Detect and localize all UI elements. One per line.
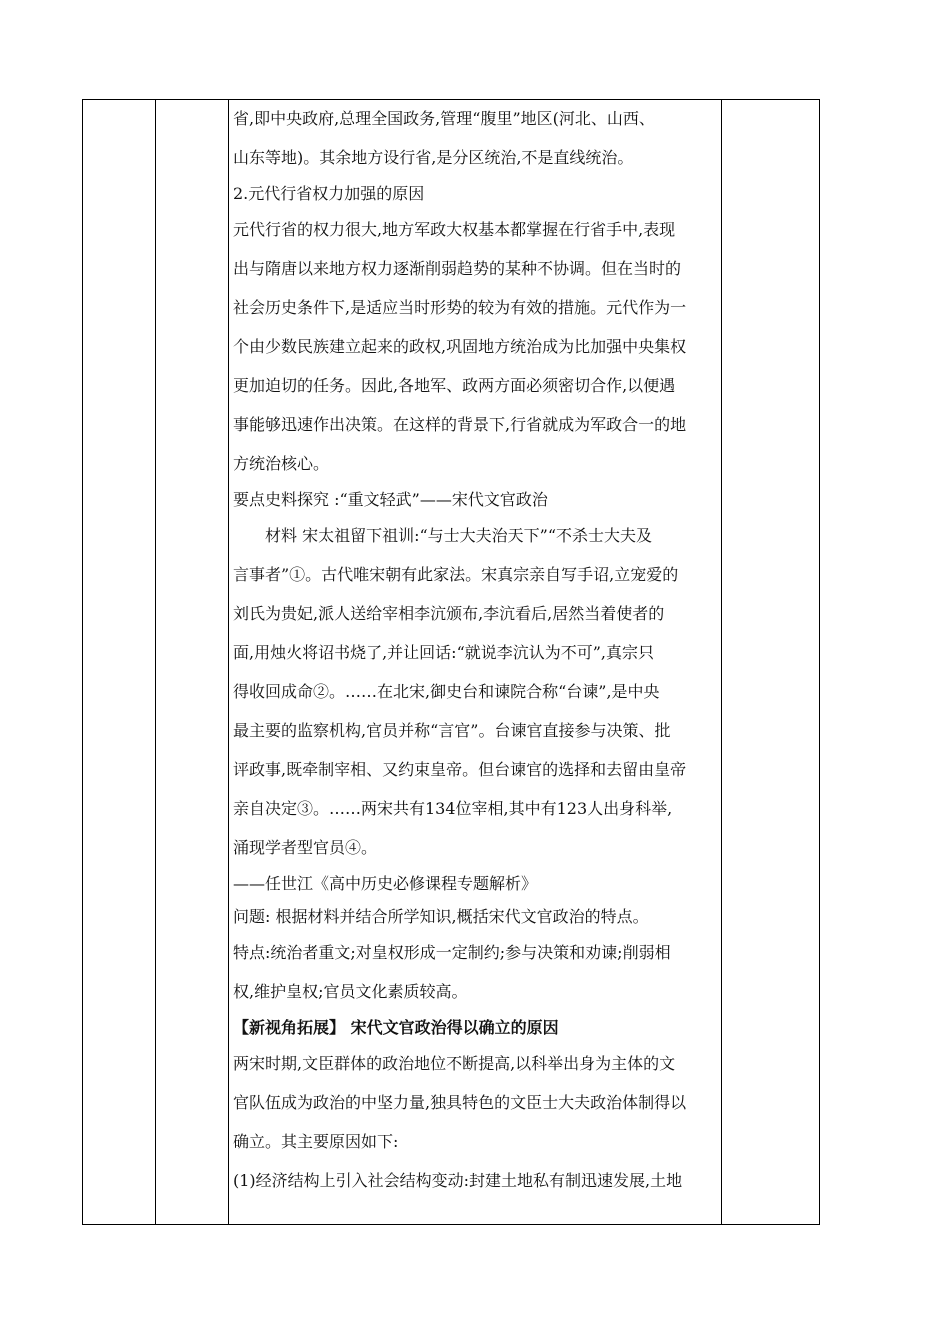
para1-line-2: 山东等地)。其余地方设行省,是分区统治,不是直线统治。 bbox=[233, 148, 634, 167]
column-divider-1 bbox=[155, 100, 156, 1224]
content-cell bbox=[233, 99, 717, 1200]
para2-line-7: 方统治核心。 bbox=[233, 454, 330, 473]
item-1: (1)经济结构上引入社会结构变动:封建土地私有制迅速发展,土地 bbox=[233, 1171, 683, 1190]
heading-2: 2.元代行省权力加强的原因 bbox=[233, 184, 425, 203]
material-line-5: 得收回成命②。……在北宋,御史台和谏院合称“台谏”,是中央 bbox=[233, 682, 660, 701]
para2-line-1: 元代行省的权力很大,地方军政大权基本都掌握在行省手中,表现 bbox=[233, 220, 676, 239]
expand-line-2: 官队伍成为政治的中坚力量,独具特色的文臣士大夫政治体制得以 bbox=[233, 1093, 687, 1112]
material-line-8: 亲自决定③。……两宋共有134位宰相,其中有123人出身科举, bbox=[233, 799, 673, 818]
expand-line-3: 确立。其主要原因如下: bbox=[233, 1132, 399, 1151]
expand-line-1: 两宋时期,文臣群体的政治地位不断提高,以科举出身为主体的文 bbox=[233, 1054, 676, 1073]
source-citation: ——任世江《高中历史必修课程专题解析》 bbox=[233, 874, 538, 893]
material-line-9: 涌现学者型官员④。 bbox=[233, 838, 378, 857]
para2-line-3: 社会历史条件下,是适应当时形势的较为有效的措施。元代作为一 bbox=[233, 298, 687, 317]
expand-title: 【新视角拓展】 宋代文官政治得以确立的原因 bbox=[233, 1018, 559, 1037]
answer-line-1: 特点:统治者重文;对皇权形成一定制约;参与决策和劝谏;削弱相 bbox=[233, 943, 671, 962]
para1-line-1: 省,即中央政府,总理全国政务,管理“腹里”地区(河北、山西、 bbox=[233, 109, 655, 128]
material-line-3: 刘氏为贵妃,派人送给宰相李沆颁布,李沆看后,居然当着使者的 bbox=[233, 604, 665, 623]
para2-line-2: 出与隋唐以来地方权力逐渐削弱趋势的某种不协调。但在当时的 bbox=[233, 259, 682, 278]
material-line-2: 言事者”①。古代唯宋朝有此家法。宋真宗亲自写手诏,立宠爱的 bbox=[233, 565, 679, 584]
para2-line-5: 更加迫切的任务。因此,各地军、政两方面必须密切合作,以便遇 bbox=[233, 376, 676, 395]
para2-line-4: 个由少数民族建立起来的政权,巩固地方统治成为比加强中央集权 bbox=[233, 337, 687, 356]
answer-line-2: 权,维护皇权;官员文化素质较高。 bbox=[233, 982, 468, 1001]
material-line-1: 材料 宋太祖留下祖训:“与士大夫治天下”“不杀士大夫及 bbox=[265, 526, 653, 545]
material-line-6: 最主要的监察机构,官员并称“言官”。台谏官直接参与决策、批 bbox=[233, 721, 671, 740]
material-line-4: 面,用烛火将诏书烧了,并让回话:“就说李沆认为不可”,真宗只 bbox=[233, 643, 655, 662]
material-line-7: 评政事,既牵制宰相、又约束皇帝。但台谏官的选择和去留由皇帝 bbox=[233, 760, 687, 779]
section-title: 要点史料探究 :“重文轻武”——宋代文官政治 bbox=[233, 490, 548, 509]
para2-line-6: 事能够迅速作出决策。在这样的背景下,行省就成为军政合一的地 bbox=[233, 415, 687, 434]
column-divider-3 bbox=[721, 100, 722, 1224]
question: 问题: 根据材料并结合所学知识,概括宋代文官政治的特点。 bbox=[233, 907, 649, 926]
column-divider-2 bbox=[228, 100, 229, 1224]
